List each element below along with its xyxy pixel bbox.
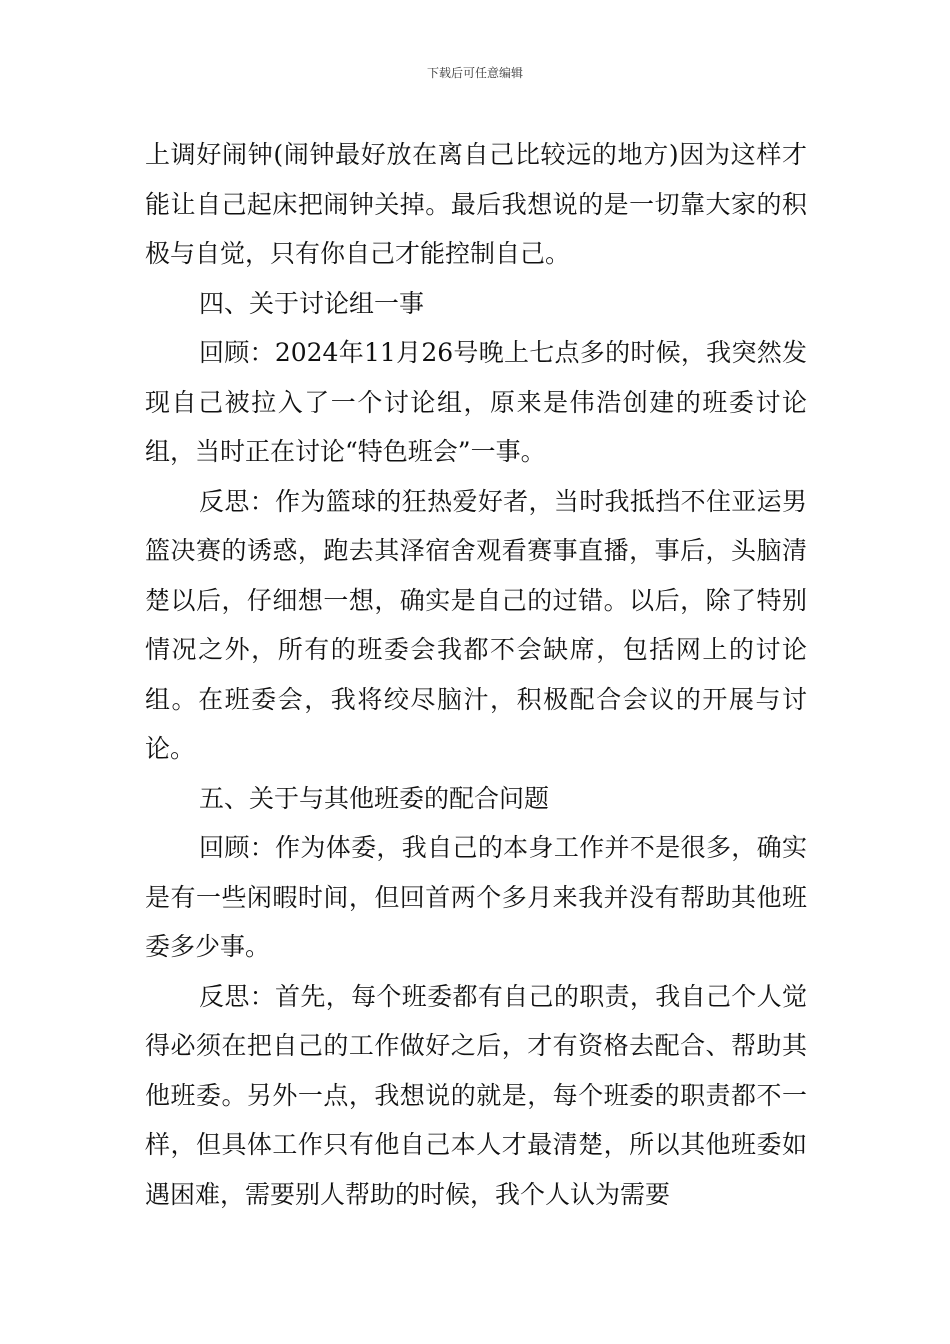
paragraph-reflection-5: 反思：首先，每个班委都有自己的职责，我自己个人觉得必须在把自己的工作做好之后，才有资格去配合、帮助其他班委。另外一点，我想说的就是，每个班委的职责都不一样，但具体工作只有他自己本人才最清楚，所以其他班委如遇困难，需要别人帮助的时候，我个人认为需要: [145, 981, 807, 1209]
paragraph-continuation: 上调好闹钟(闹钟最好放在离自己比较远的地方)因为这样才能让自己起床把闹钟关掉。最后我想说的是一切靠大家的积极与自觉，只有你自己才能控制自己。: [145, 140, 807, 268]
paragraph-review-5: 回顾：作为体委，我自己的本身工作并不是很多，确实是有一些闲暇时间，但回首两个多月来我并没有帮助其他班委多少事。: [145, 833, 807, 961]
document-body: [145, 130, 807, 1219]
page-header: 下载后可任意编辑: [426, 66, 523, 80]
paragraph-review-4: 回顾：2024年11月26号晚上七点多的时候，我突然发现自己被拉入了一个讨论组，原来是伟浩创建的班委讨论组，当时正在讨论“特色班会”一事。: [145, 338, 807, 466]
paragraph-reflection-4: 反思：作为篮球的狂热爱好者，当时我抵挡不住亚运男篮决赛的诱惑，跑去其泽宿舍观看赛事直播，事后，头脑清楚以后，仔细想一想，确实是自己的过错。以后，除了特别情况之外，所有的班委会我都不会缺席，包括网上的讨论组。在班委会，我将绞尽脑汁，积极配合会议的开展与讨论。: [145, 486, 807, 763]
section-heading-4: 四、关于讨论组一事: [199, 288, 425, 318]
section-heading-5: 五、关于与其他班委的配合问题: [199, 783, 550, 813]
